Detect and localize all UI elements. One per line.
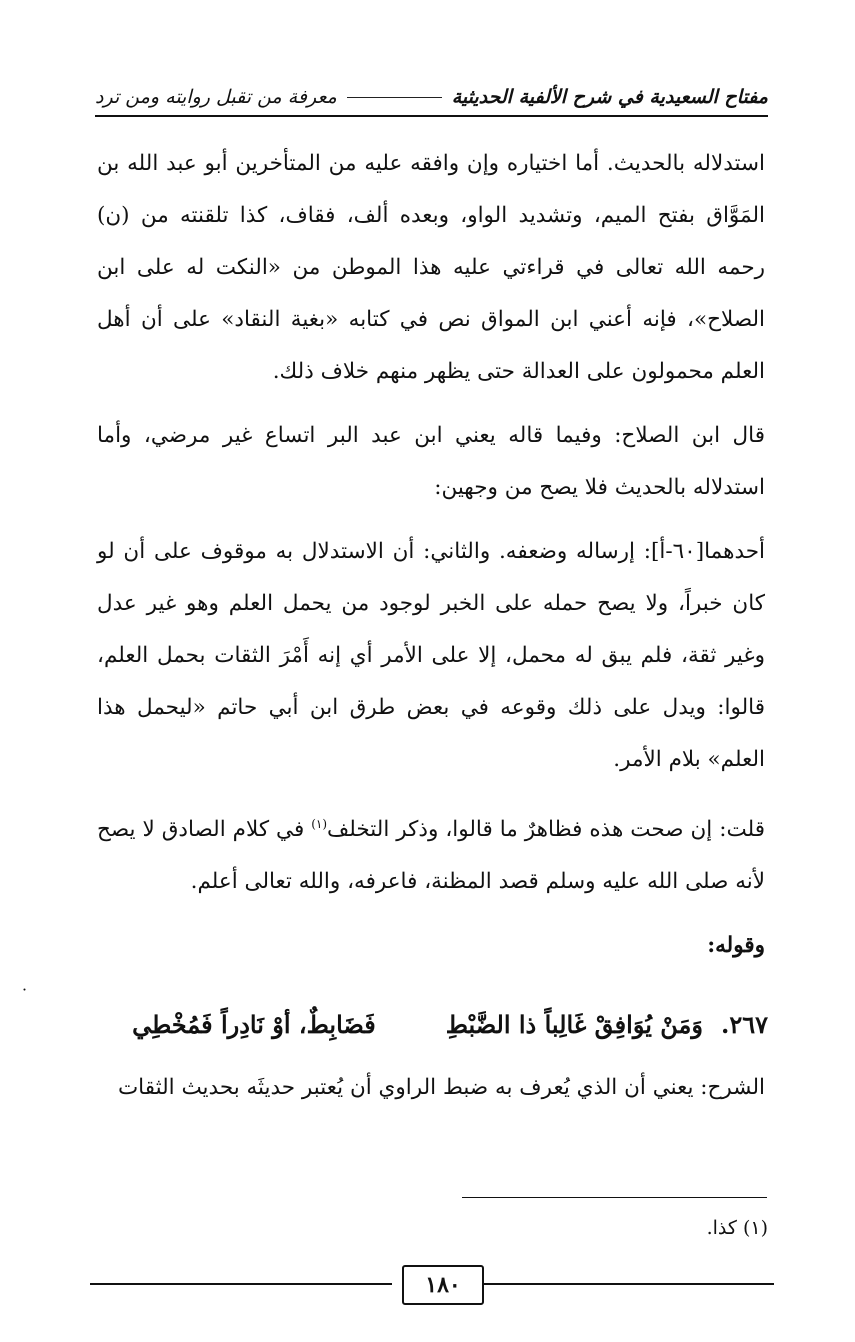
running-head (95, 80, 768, 114)
verse-line (108, 998, 768, 1050)
page-number: ١٨٠ (425, 1272, 461, 1298)
page-number-box (402, 1265, 484, 1305)
paragraph-4 (97, 798, 765, 908)
running-head-book-title: مفتاح السعيدية في شرح الألفية الحديثية (451, 86, 768, 108)
main-text (97, 138, 765, 972)
margin-mark: ˙ (20, 986, 29, 1007)
footer-rule-left (90, 1283, 392, 1285)
verse-first-hemistich: وَمَنْ يُوَافِقْ غَالِباً ذا الضَّبْطِ (445, 1009, 703, 1039)
running-head-chapter-title: معرفة من تقبل روايته ومن ترد (95, 86, 337, 108)
paragraph-4-before: قلت: إن صحت هذه فظاهرٌ ما قالوا، وذكر التخلف (327, 817, 765, 843)
paragraph-1: استدلاله بالحديث. أما اختياره وإن وافقه عليه من المتأخرين أبو عبد الله بن المَوَّاق بفتح الميم، وتشديد الواو، وبعده ألف، فقاف، كذا تلقنته من (ن) رحمه الله تعالى في قراءتي عليه هذا الموطن من «النكت له على ابن الصلاح»، فإنه أعني ابن المواق نص في كتابه «بغية النقاد» على أن أهل العلم محمولون على العدالة حتى يظهر منهم خلاف ذلك. (97, 151, 765, 384)
footer-rule-right (482, 1283, 774, 1285)
footnote-marker: (١) (311, 817, 328, 831)
paragraph-2: قال ابن الصلاح: وفيما قاله يعني ابن عبد البر اتساع غير مرضي، وأما استدلاله بالحديث فلا يصح من وجهين: (97, 423, 765, 500)
verse-second-hemistich: فَضَابِطٌ، أوْ نَادِراً فَمُخْطِي (132, 1009, 376, 1039)
verse-intro-heading: وقوله: (707, 933, 765, 959)
paragraph-3: أحدهما[٦٠-أ]: إرساله وضعفه. والثاني: أن الاستدلال به موقوف على أن لو كان خبراً، ولا يصح حمله على الخبر لوجود من يحمل العلم وهو غير عدل وغير ثقة، فلم يبق له محمل، إلا على الأمر أي إنه أَمْرَ الثقات بحمل العلم، قالوا: ويدل على ذلك وقوعه في بعض طرق ابن أبي حاتم «ليحمل هذا العلم» بلام الأمر. (97, 539, 765, 772)
header-rule (95, 115, 768, 117)
footnote: (١) كذا. (706, 1217, 768, 1239)
verse-number: ٢٦٧. (720, 1009, 768, 1039)
commentary-line: الشرح: يعني أن الذي يُعرف به ضبط الراوي أن يُعتبر حديثَه بحديث الثقات (117, 1075, 765, 1100)
footnote-rule (462, 1197, 767, 1198)
page-footer (90, 1265, 774, 1305)
running-head-divider (347, 97, 442, 98)
paragraph-4-after: في كلام الصادق لا يصح لأنه صلى الله عليه وسلم قصد المظنة، فاعرفه، والله تعالى أعلم. (97, 817, 765, 895)
